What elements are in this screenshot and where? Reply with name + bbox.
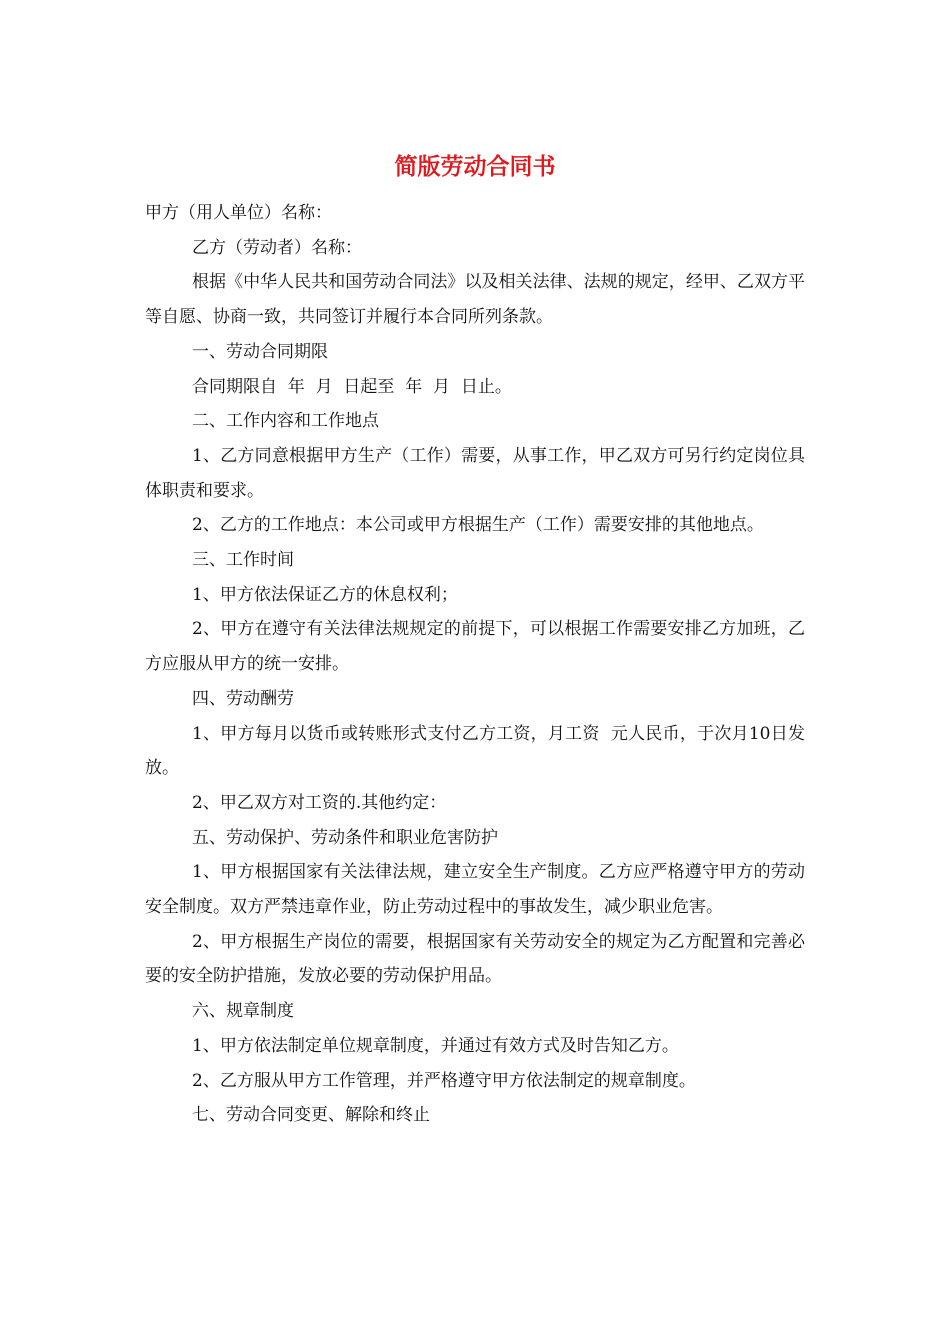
rest-rights-paragraph: 1、甲方依法保证乙方的休息权利；	[192, 584, 458, 605]
work-content-paragraph: 1、乙方同意根据甲方生产（工作）需要，从事工作，甲乙双方可另行约定岗位具体职责和要求。	[145, 445, 805, 501]
preamble-paragraph: 根据《中华人民共和国劳动合同法》以及相关法律、法规的规定，经甲、乙双方平等自愿、协商一致，共同签订并履行本合同所列条款。	[145, 272, 805, 328]
section-heading-term: 一、劳动合同期限	[192, 341, 328, 362]
section-heading-protection: 五、劳动保护、劳动条件和职业危害防护	[192, 827, 498, 848]
section-heading-hours: 三、工作时间	[192, 550, 294, 571]
document-body	[145, 196, 805, 1133]
section-heading-work: 二、工作内容和工作地点	[192, 411, 379, 432]
party-b-name-line: 乙方（劳动者）名称：	[192, 237, 362, 258]
section-heading-pay: 四、劳动酬劳	[192, 688, 294, 709]
overtime-paragraph: 2、甲方在遵守有关法律法规规定的前提下，可以根据工作需要安排乙方加班，乙方应服从甲方的统一安排。	[145, 619, 805, 675]
section-heading-rules: 六、规章制度	[192, 1001, 294, 1022]
salary-other-paragraph: 2、甲乙双方对工资的.其他约定：	[192, 792, 447, 813]
work-location-paragraph: 2、乙方的工作地点：本公司或甲方根据生产（工作）需要安排的其他地点。	[192, 515, 764, 536]
rules-notice-paragraph: 1、甲方依法制定单位规章制度，并通过有效方式及时告知乙方。	[192, 1035, 679, 1056]
protective-equipment-paragraph: 2、甲方根据生产岗位的需要，根据国家有关劳动安全的规定为乙方配置和完善必要的安全防护措施，发放必要的劳动保护用品。	[145, 931, 805, 987]
section-heading-termination: 七、劳动合同变更、解除和终止	[192, 1105, 430, 1126]
salary-paragraph: 1、甲方每月以货币或转账形式支付乙方工资，月工资 元人民币，于次月10日发放。	[145, 723, 805, 779]
rules-compliance-paragraph: 2、乙方服从甲方工作管理，并严格遵守甲方依法制定的规章制度。	[192, 1070, 696, 1091]
safety-system-paragraph: 1、甲方根据国家有关法律法规，建立安全生产制度。乙方应严格遵守甲方的劳动安全制度。双方严禁违章作业，防止劳动过程中的事故发生，减少职业危害。	[145, 862, 805, 918]
contract-term-paragraph: 合同期限自 年 月 日起至 年 月 日止。	[192, 376, 512, 397]
party-a-name-line: 甲方（用人单位）名称：	[145, 203, 332, 223]
document-title: 简版劳动合同书	[394, 153, 556, 180]
